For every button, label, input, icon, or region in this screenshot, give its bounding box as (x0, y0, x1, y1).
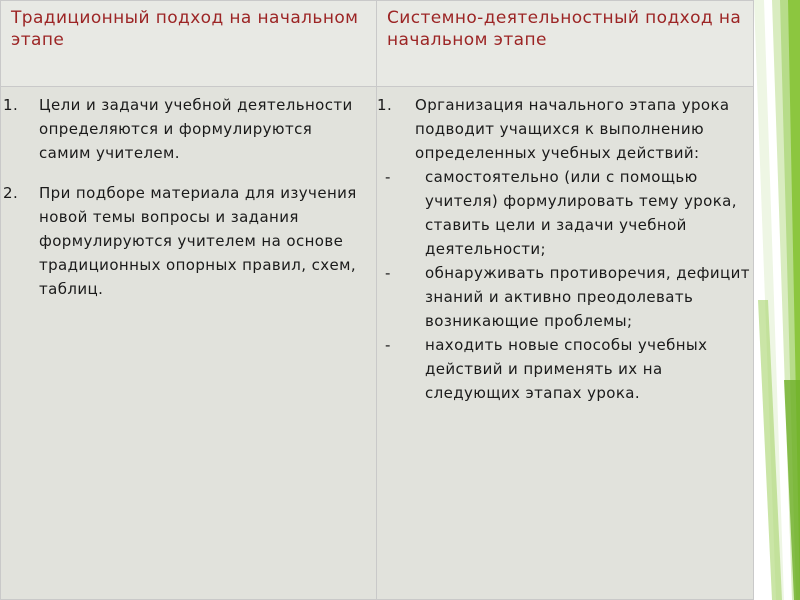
dash-bullet: - (385, 168, 391, 186)
sub-list (377, 165, 753, 405)
list-item-text: Цели и задачи учебной деятельности определяются и формулируются самим учителем. (39, 96, 353, 162)
table-header-row (1, 1, 754, 87)
sub-item-text: находить новые способы учебных действий и применять их на следующих этапах урока. (425, 336, 708, 402)
sub-item-text: самостоятельно (или с помощью учителя) формулировать тему урока, ставить цели и задачи учебной деятельности; (425, 168, 737, 258)
sub-item-text: обнаруживать противоречия, дефицит знаний и активно преодолевать возникающие проблемы; (425, 264, 750, 330)
list-item-text: При подборе материала для изучения новой темы вопросы и задания формулируются учителем на основе традиционных опорных правил, схем, таблиц. (39, 184, 357, 298)
sub-list-item (377, 333, 753, 405)
stripes-graphic (754, 0, 800, 600)
sub-list-item (377, 165, 753, 261)
dash-bullet: - (385, 264, 391, 282)
decorative-green-stripes (754, 0, 800, 600)
cell-system-activity (377, 87, 754, 600)
header-system-activity: Системно-деятельностный подход на начальном этапе (377, 1, 754, 87)
list-item: 1. Организация начального этапа урока подводит учащихся к выполнению определенных учебных действий: (377, 96, 730, 162)
dash-bullet: - (385, 336, 391, 354)
cell-traditional (1, 87, 377, 600)
sub-list-item (377, 261, 753, 333)
list-item-text: Организация начального этапа урока подводит учащихся к выполнению определенных учебных действий: (415, 96, 730, 162)
list-item: 2. При подборе материала для изучения новой темы вопросы и задания формулируются учителем на основе традиционных опорных правил, схем, таблиц. (3, 184, 357, 298)
header-traditional: Традиционный подход на начальном этапе (1, 1, 377, 87)
list-item: 1. Цели и задачи учебной деятельности определяются и формулируются самим учителем. (3, 96, 353, 162)
table-body-row (1, 87, 754, 600)
system-activity-list (377, 87, 753, 165)
traditional-list (1, 87, 376, 301)
